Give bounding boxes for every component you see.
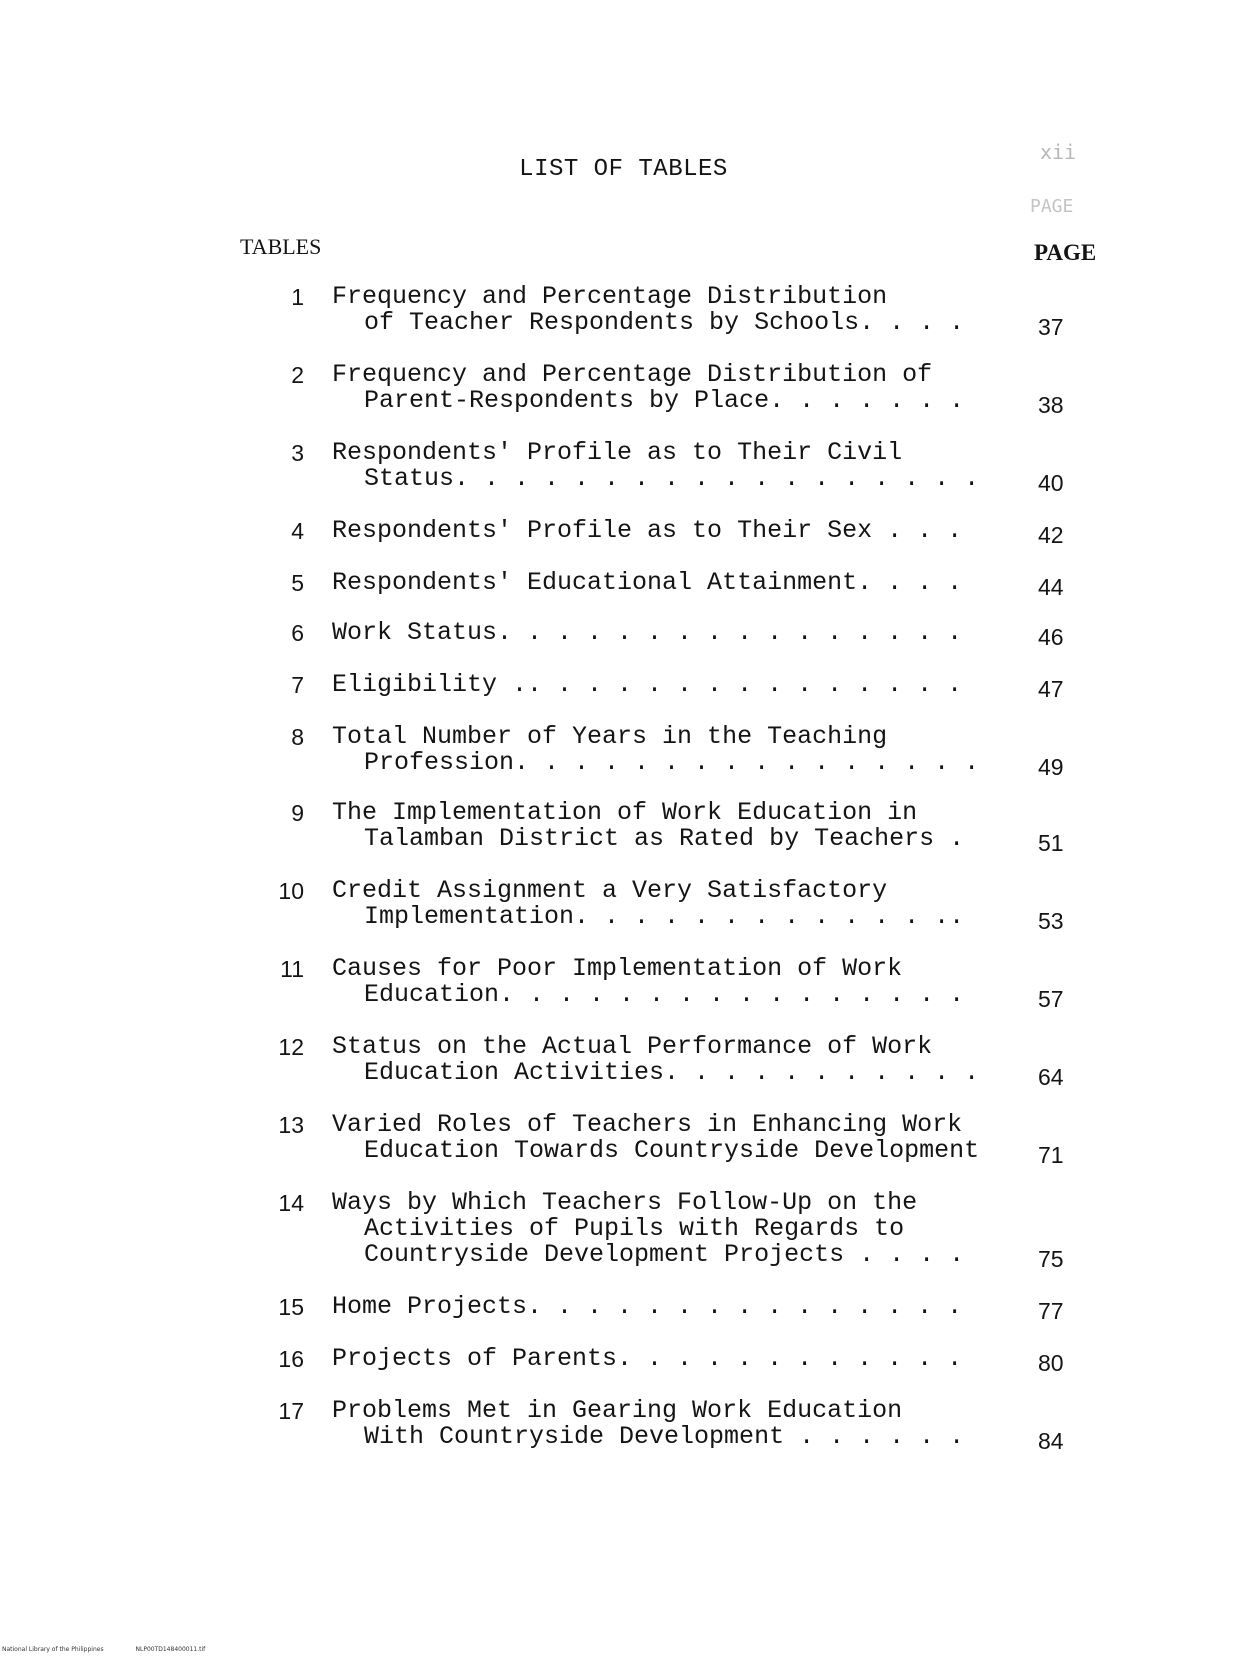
table-title-line: Talamban District as Rated by Teachers . [364, 824, 965, 853]
page-ref: 46 [1038, 624, 1064, 650]
table-title-line: Status on the Actual Performance of Work [332, 1032, 933, 1061]
table-number: 16 [278, 1346, 304, 1372]
table-number: 12 [278, 1034, 304, 1060]
page-ref: 38 [1038, 392, 1064, 418]
page-ref: 53 [1038, 908, 1064, 934]
table-title-line: Work Status. . . . . . . . . . . . . . . . [332, 618, 963, 647]
table-title [332, 1034, 1032, 1086]
page-ref: 42 [1038, 522, 1064, 548]
table-title-line: Education Towards Countryside Development [364, 1136, 980, 1165]
table-title [332, 362, 1032, 414]
table-title [332, 518, 1032, 544]
footer-file: NLP00TD148400011.tif [135, 1646, 206, 1653]
page-ref: 57 [1038, 986, 1064, 1012]
page-ref: 71 [1038, 1142, 1064, 1168]
table-title-line: Home Projects. . . . . . . . . . . . . . . [332, 1292, 963, 1321]
table-title-line: With Countryside Development . . . . . . [364, 1422, 965, 1451]
page-ref: 84 [1038, 1428, 1064, 1454]
table-title-line: Implementation. . . . . . . . . . . . .. [364, 902, 965, 931]
table-title [332, 570, 1032, 596]
page-label-faint: PAGE [1030, 196, 1074, 217]
table-title-line: Eligibility .. . . . . . . . . . . . . . . [332, 670, 963, 699]
page-ref: 75 [1038, 1246, 1064, 1272]
table-title [332, 284, 1032, 336]
page-ref: 44 [1038, 574, 1064, 600]
table-number: 7 [291, 672, 304, 698]
table-number: 1 [291, 284, 304, 310]
table-number: 8 [291, 724, 304, 750]
table-title-line: Profession. . . . . . . . . . . . . . . . [364, 748, 980, 777]
page-title: LIST OF TABLES [519, 156, 728, 183]
table-number: 5 [291, 570, 304, 596]
table-title [332, 440, 1032, 492]
table-number: 15 [278, 1294, 304, 1320]
table-title-line: Education Activities. . . . . . . . . . . [364, 1058, 980, 1087]
page-ref: 37 [1038, 314, 1064, 340]
table-title [332, 800, 1032, 852]
table-number: 4 [291, 518, 304, 544]
table-number: 6 [291, 620, 304, 646]
table-title-line: Activities of Pupils with Regards to [364, 1214, 905, 1243]
table-title-line: Education. . . . . . . . . . . . . . . . [364, 980, 965, 1009]
table-title [332, 672, 1032, 698]
table-title [332, 620, 1032, 646]
table-title-line: Respondents' Educational Attainment. . . . [332, 568, 963, 597]
table-title [332, 1294, 1032, 1320]
table-title-line: Projects of Parents. . . . . . . . . . . . [332, 1344, 963, 1373]
table-title-line: Ways by Which Teachers Follow-Up on the [332, 1188, 918, 1217]
table-title-line: of Teacher Respondents by Schools. . . . [364, 308, 965, 337]
table-title-line: Frequency and Percentage Distribution of [332, 360, 933, 389]
table-title-line: Countryside Development Projects . . . . [364, 1240, 965, 1269]
table-title-line: Frequency and Percentage Distribution [332, 282, 888, 311]
table-title-line: The Implementation of Work Education in [332, 798, 918, 827]
table-number: 9 [291, 800, 304, 826]
table-title [332, 1190, 1032, 1268]
page-ref: 77 [1038, 1298, 1064, 1324]
page-ref: 47 [1038, 676, 1064, 702]
page-ref: 40 [1038, 470, 1064, 496]
table-title [332, 878, 1032, 930]
footer-source: National Library of the Philippines [2, 1646, 104, 1653]
page-ref: 80 [1038, 1350, 1064, 1376]
table-title-line: Credit Assignment a Very Satisfactory [332, 876, 888, 905]
table-number: 10 [278, 878, 304, 904]
table-title [332, 1346, 1032, 1372]
table-title [332, 724, 1032, 776]
table-number: 17 [278, 1398, 304, 1424]
table-title-line: Respondents' Profile as to Their Civil [332, 438, 903, 467]
table-number: 3 [291, 440, 304, 466]
table-title [332, 1398, 1032, 1450]
column-header-tables: TABLES [240, 234, 322, 259]
page-number: xii [1040, 140, 1077, 164]
table-title-line: Respondents' Profile as to Their Sex . . . [332, 516, 963, 545]
scan-footer [2, 1646, 235, 1653]
table-title-line: Status. . . . . . . . . . . . . . . . . . [364, 464, 980, 493]
table-number: 14 [278, 1190, 304, 1216]
table-title-line: Total Number of Years in the Teaching [332, 722, 888, 751]
table-number: 11 [280, 956, 304, 982]
table-title-line: Varied Roles of Teachers in Enhancing Work [332, 1110, 963, 1139]
table-number: 13 [278, 1112, 304, 1138]
page-ref: 49 [1038, 754, 1064, 780]
table-title-line: Causes for Poor Implementation of Work [332, 954, 903, 983]
page-ref: 51 [1038, 830, 1064, 856]
table-title [332, 1112, 1032, 1164]
table-title-line: Problems Met in Gearing Work Education [332, 1396, 903, 1425]
table-title [332, 956, 1032, 1008]
column-header-page: PAGE [1034, 240, 1097, 265]
table-title-line: Parent-Respondents by Place. . . . . . . [364, 386, 965, 415]
table-number: 2 [291, 362, 304, 388]
page-ref: 64 [1038, 1064, 1064, 1090]
